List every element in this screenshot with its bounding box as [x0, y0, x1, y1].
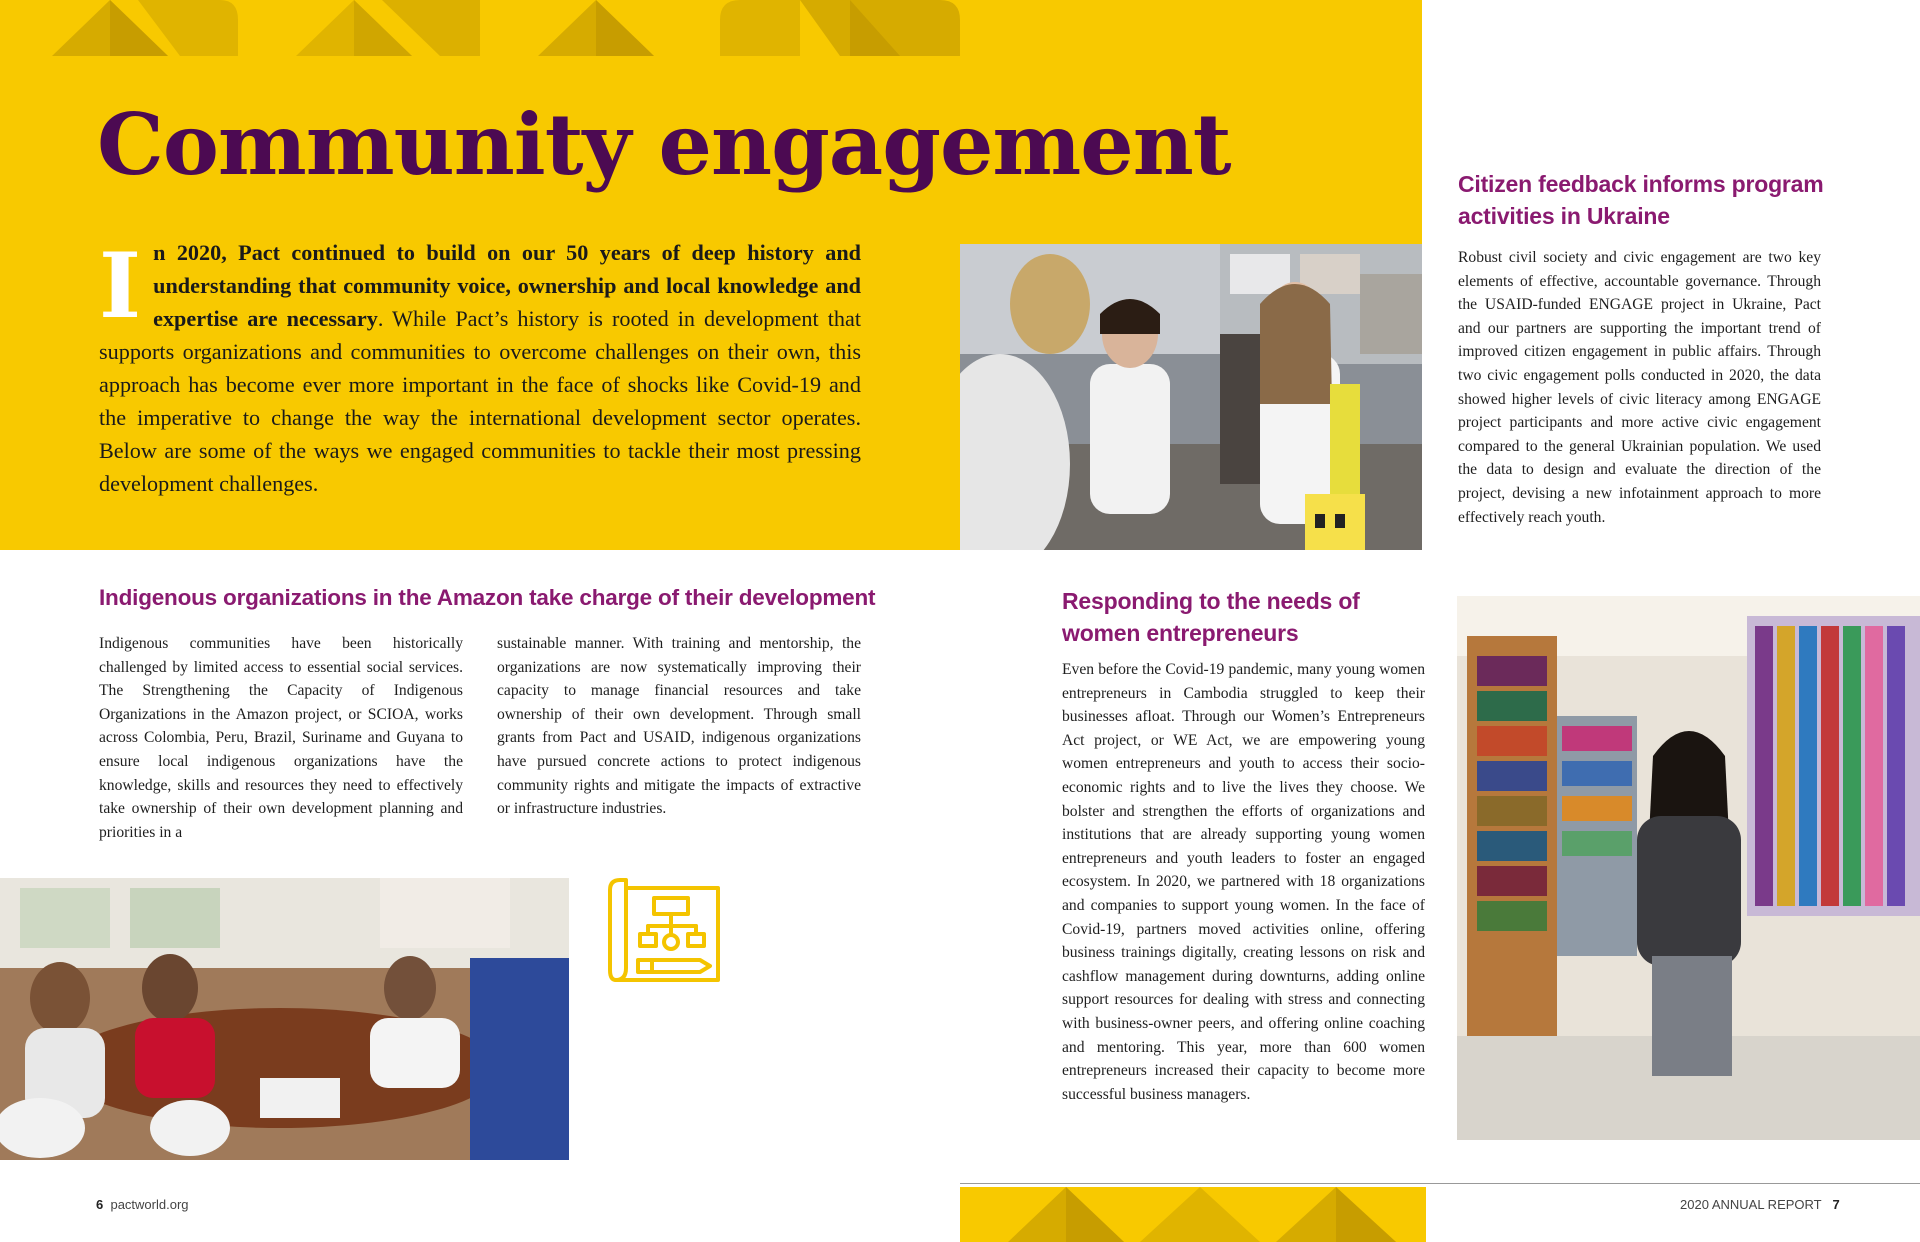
- footer-report-label: 2020 ANNUAL REPORT: [1680, 1197, 1822, 1212]
- ukraine-volunteers-photo: [960, 244, 1422, 550]
- left-page-number: 6: [96, 1197, 104, 1212]
- footer-band: [960, 1187, 1426, 1242]
- page-title: Community engagement: [97, 95, 1231, 194]
- right-page-number: 7: [1832, 1197, 1840, 1212]
- women-heading: Responding to the needs of women entrepreneurs: [1062, 588, 1360, 646]
- amazon-body-col1: Indigenous communities have been historically challenged by limited access to essential social services. The Strengthening the Capacity of Indigenous Organizations in the Amazon project, or SCIOA, works across Colombia, Peru, Brazil, Suriname and Guyana to ensure local indigenous organizations have the knowledge, skills and resources they need to effectively take ownership of their own development planning and priorities in a: [99, 635, 463, 841]
- amazon-body-col2: sustainable manner. With training and mentorship, the organizations are now systematically improving their capacity to manage financial resources and take ownership of their own development. Through small grants from Pact and USAID, indigenous organizations have pursued concrete actions to protect indigenous community rights and mitigate the impacts of extractive or infrastructure industries.: [497, 635, 861, 818]
- cambodia-entrepreneur-photo: [1457, 596, 1920, 1140]
- intro-paragraph: [99, 233, 861, 500]
- footer-divider: [960, 1183, 1920, 1184]
- footer-triangle-pattern: [960, 1187, 1426, 1242]
- intro-lead: n 2020, Pact continued to build on our 50 years of deep history and understanding that community voice, ownership and local knowledge and expertise are necessary: [153, 240, 861, 331]
- amazon-heading: Indigenous organizations in the Amazon take charge of their development: [99, 585, 876, 610]
- footer-site-link[interactable]: pactworld.org: [110, 1197, 189, 1212]
- drop-cap: I: [99, 233, 142, 339]
- amazon-workshop-photo: [0, 878, 569, 1160]
- women-body: Even before the Covid-19 pandemic, many young women entrepreneurs in Cambodia struggled to keep their businesses afloat. Through our Women’s Entrepreneurs Act project, or WE Act, we are empowering young women entrepreneurs and youth to access their socio-economic rights and to live the lives they choose. We bolster and strengthen the efforts of organizations and institutions that are already supporting young women entrepreneurs and youth leaders to foster an engaged ecosystem. In 2020, we partnered with 18 organizations and companies to support young women. In the face of Covid-19, partners moved activities online, offering business trainings digitally, creating lessons on risk and cashflow management during downturns, adding online support resources for dealing with stress and connecting with business-owner peers, and offering online coaching and mentoring. This year, more than 600 women entrepreneurs increased their capacity to become more successful business managers.: [1062, 661, 1425, 1103]
- footer-right: [1680, 1197, 1840, 1212]
- planning-blueprint-icon: [608, 876, 722, 988]
- intro-body: . While Pact’s history is rooted in development that supports organizations and communities to overcome challenges on their own, this approach has become ever more important in the face of shocks like Covid-19 and the imperative to change the way the international development sector operates. Below are some of the ways we engaged communities to tackle their most pressing development challenges.: [99, 306, 861, 496]
- ukraine-heading: Citizen feedback informs program activities in Ukraine: [1458, 171, 1824, 229]
- footer-left: [96, 1197, 189, 1212]
- ukraine-body: Robust civil society and civic engagement are two key elements of effective, accountable governance. Through the USAID-funded ENGAGE project in Ukraine, Pact and our partners are supporting the important trend of improved citizen engagement in public affairs. Through two civic engagement polls conducted in 2020, the data showed higher levels of civic literacy among ENGAGE project participants and more active civic engagement compared to the general Ukrainian population. We used the data to design and evaluate the direction of the project, devising a new infotainment approach to more effectively reach youth.: [1458, 249, 1821, 526]
- decorative-triangle-pattern: [0, 0, 1000, 58]
